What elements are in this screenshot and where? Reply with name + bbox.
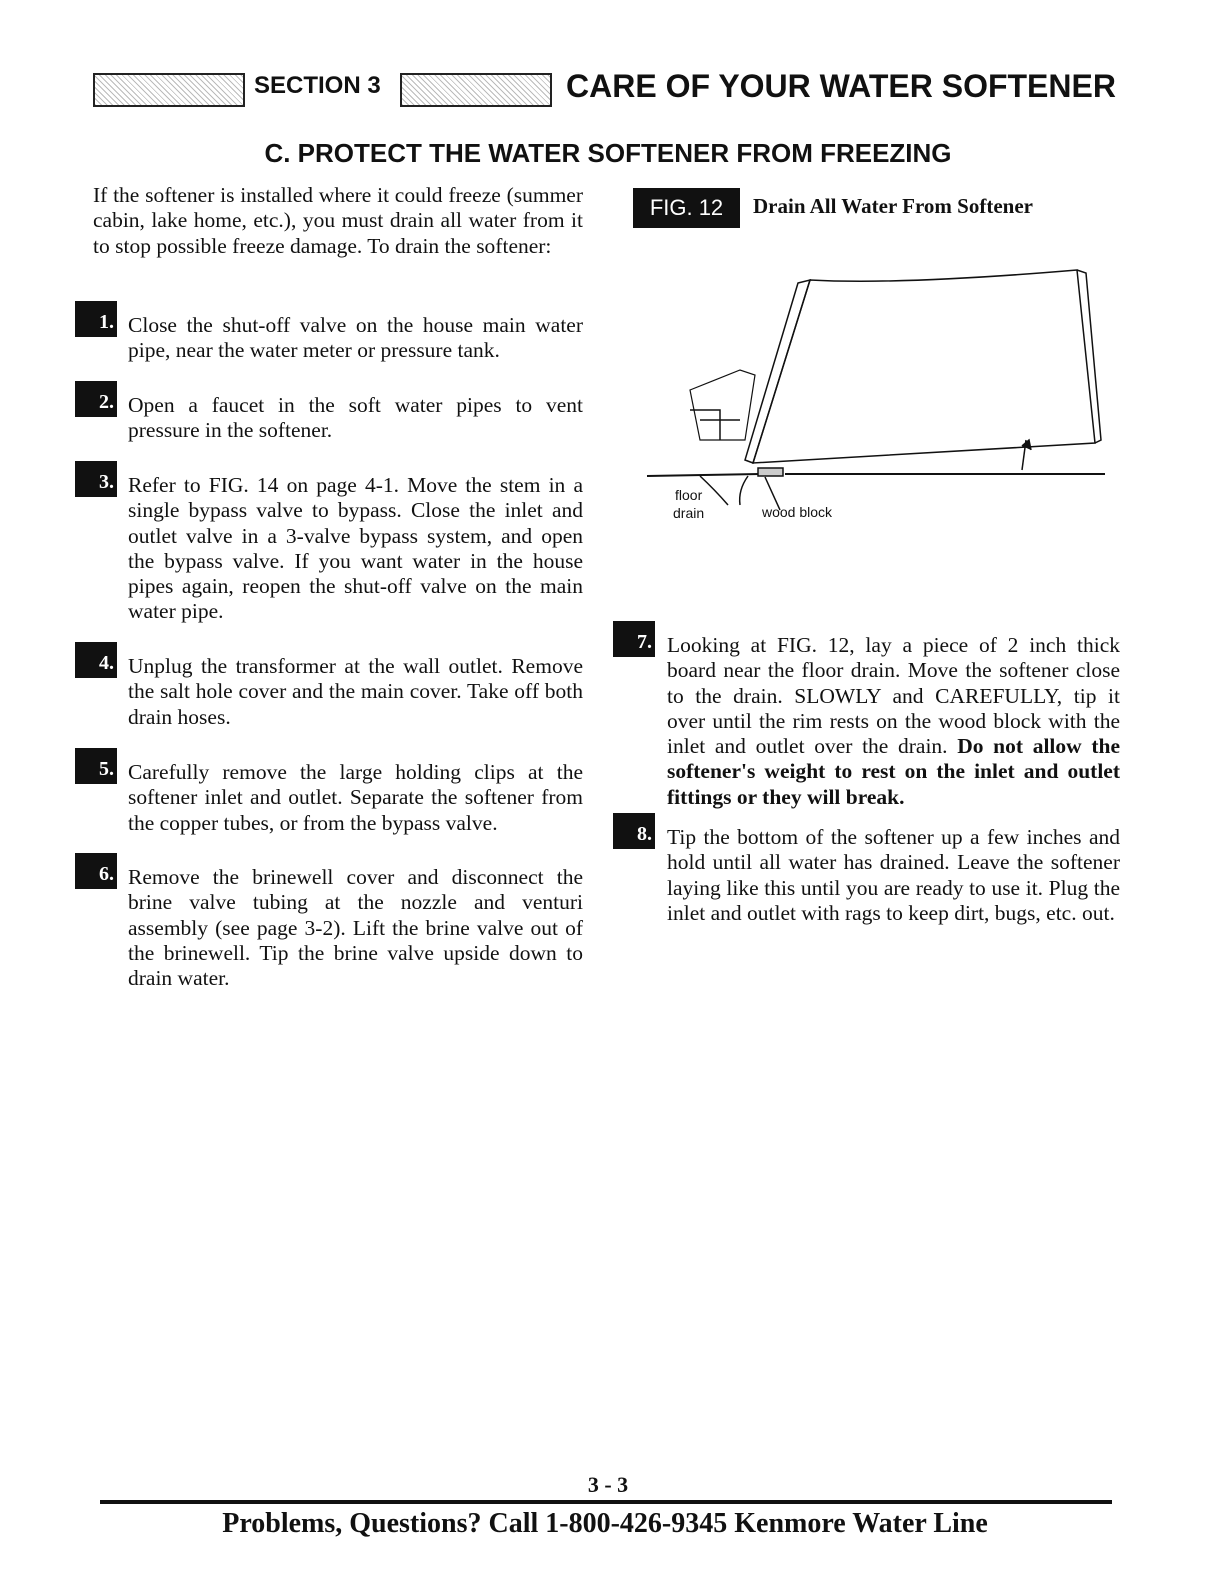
floor-drain-label-line2: drain (673, 505, 705, 521)
step-number: 7. (613, 621, 655, 657)
step-number: 2. (75, 381, 117, 417)
step-number: 5. (75, 748, 117, 784)
step-number: 1. (75, 301, 117, 337)
step-number: 3. (75, 461, 117, 497)
subheading: C. PROTECT THE WATER SOFTENER FROM FREEZING (264, 138, 952, 168)
wood-block-label: wood block (762, 504, 833, 520)
floor-drain-label (675, 486, 704, 522)
section-label: SECTION 3 (254, 72, 381, 99)
figure-label: FIG. 12 (633, 188, 740, 228)
step-text: Close the shut-off valve on the house main water pipe, near the water meter or pressure tank. (128, 313, 583, 363)
footer-text: Problems, Questions? Call 1-800-426-9345 Kenmore Water Line (222, 1508, 988, 1539)
footer-rule (100, 1500, 1112, 1504)
step-number: 4. (75, 642, 117, 678)
step-text: Remove the brinewell cover and disconnect the brine valve tubing at the nozzle and venturi assembly (see page 3-2). Lift the brine valve out of the brinewell. Tip the brine valve upside down to drain water. (128, 865, 583, 991)
step-text (667, 633, 1120, 810)
step-text: Open a faucet in the soft water pipes to vent pressure in the softener. (128, 393, 583, 443)
page-title: CARE OF YOUR WATER SOFTENER (566, 68, 1116, 104)
step-7-text: Looking at FIG. 12, lay a piece of 2 inch thick board near the floor drain. Move the softener close to the drain. SLOWLY and CAREFULLY, tip it over until the rim rests on the wood block with the inlet and outlet over the drain. (667, 633, 1120, 759)
softener-illustration (0, 0, 1224, 560)
page-number: 3 - 3 (587, 1472, 629, 1497)
floor-drain-label-line1: floor (675, 487, 703, 503)
step-7-warning: Do not allow the softener's weight to rest on the inlet and outlet fittings or they will break. (667, 734, 1120, 809)
step-number: 8. (613, 813, 655, 849)
step-text: Unplug the transformer at the wall outlet. Remove the salt hole cover and the main cover. Take off both drain hoses. (128, 654, 583, 729)
step-text: Refer to FIG. 14 on page 4-1. Move the stem in a single bypass valve to bypass. Close the inlet and outlet valve in a 3-valve bypass system, and open the bypass valve. If you want water in the house pipes again, reopen the shut-off valve on the main water pipe. (128, 473, 583, 624)
step-number: 6. (75, 853, 117, 889)
figure-caption: Drain All Water From Softener (753, 194, 1033, 218)
step-text: Carefully remove the large holding clips at the softener inlet and outlet. Separate the softener from the copper tubes, or from the bypass valve. (128, 760, 583, 835)
intro-text: If the softener is installed where it could freeze (summer cabin, lake home, etc.), you must drain all water from it to stop possible freeze damage. To drain the softener: (93, 183, 583, 258)
step-text: Tip the bottom of the softener up a few inches and hold until all water has drained. Leave the softener laying like this until you are ready to use it. Plug the inlet and outlet with rags to keep dirt, bugs, etc. out. (667, 825, 1120, 925)
